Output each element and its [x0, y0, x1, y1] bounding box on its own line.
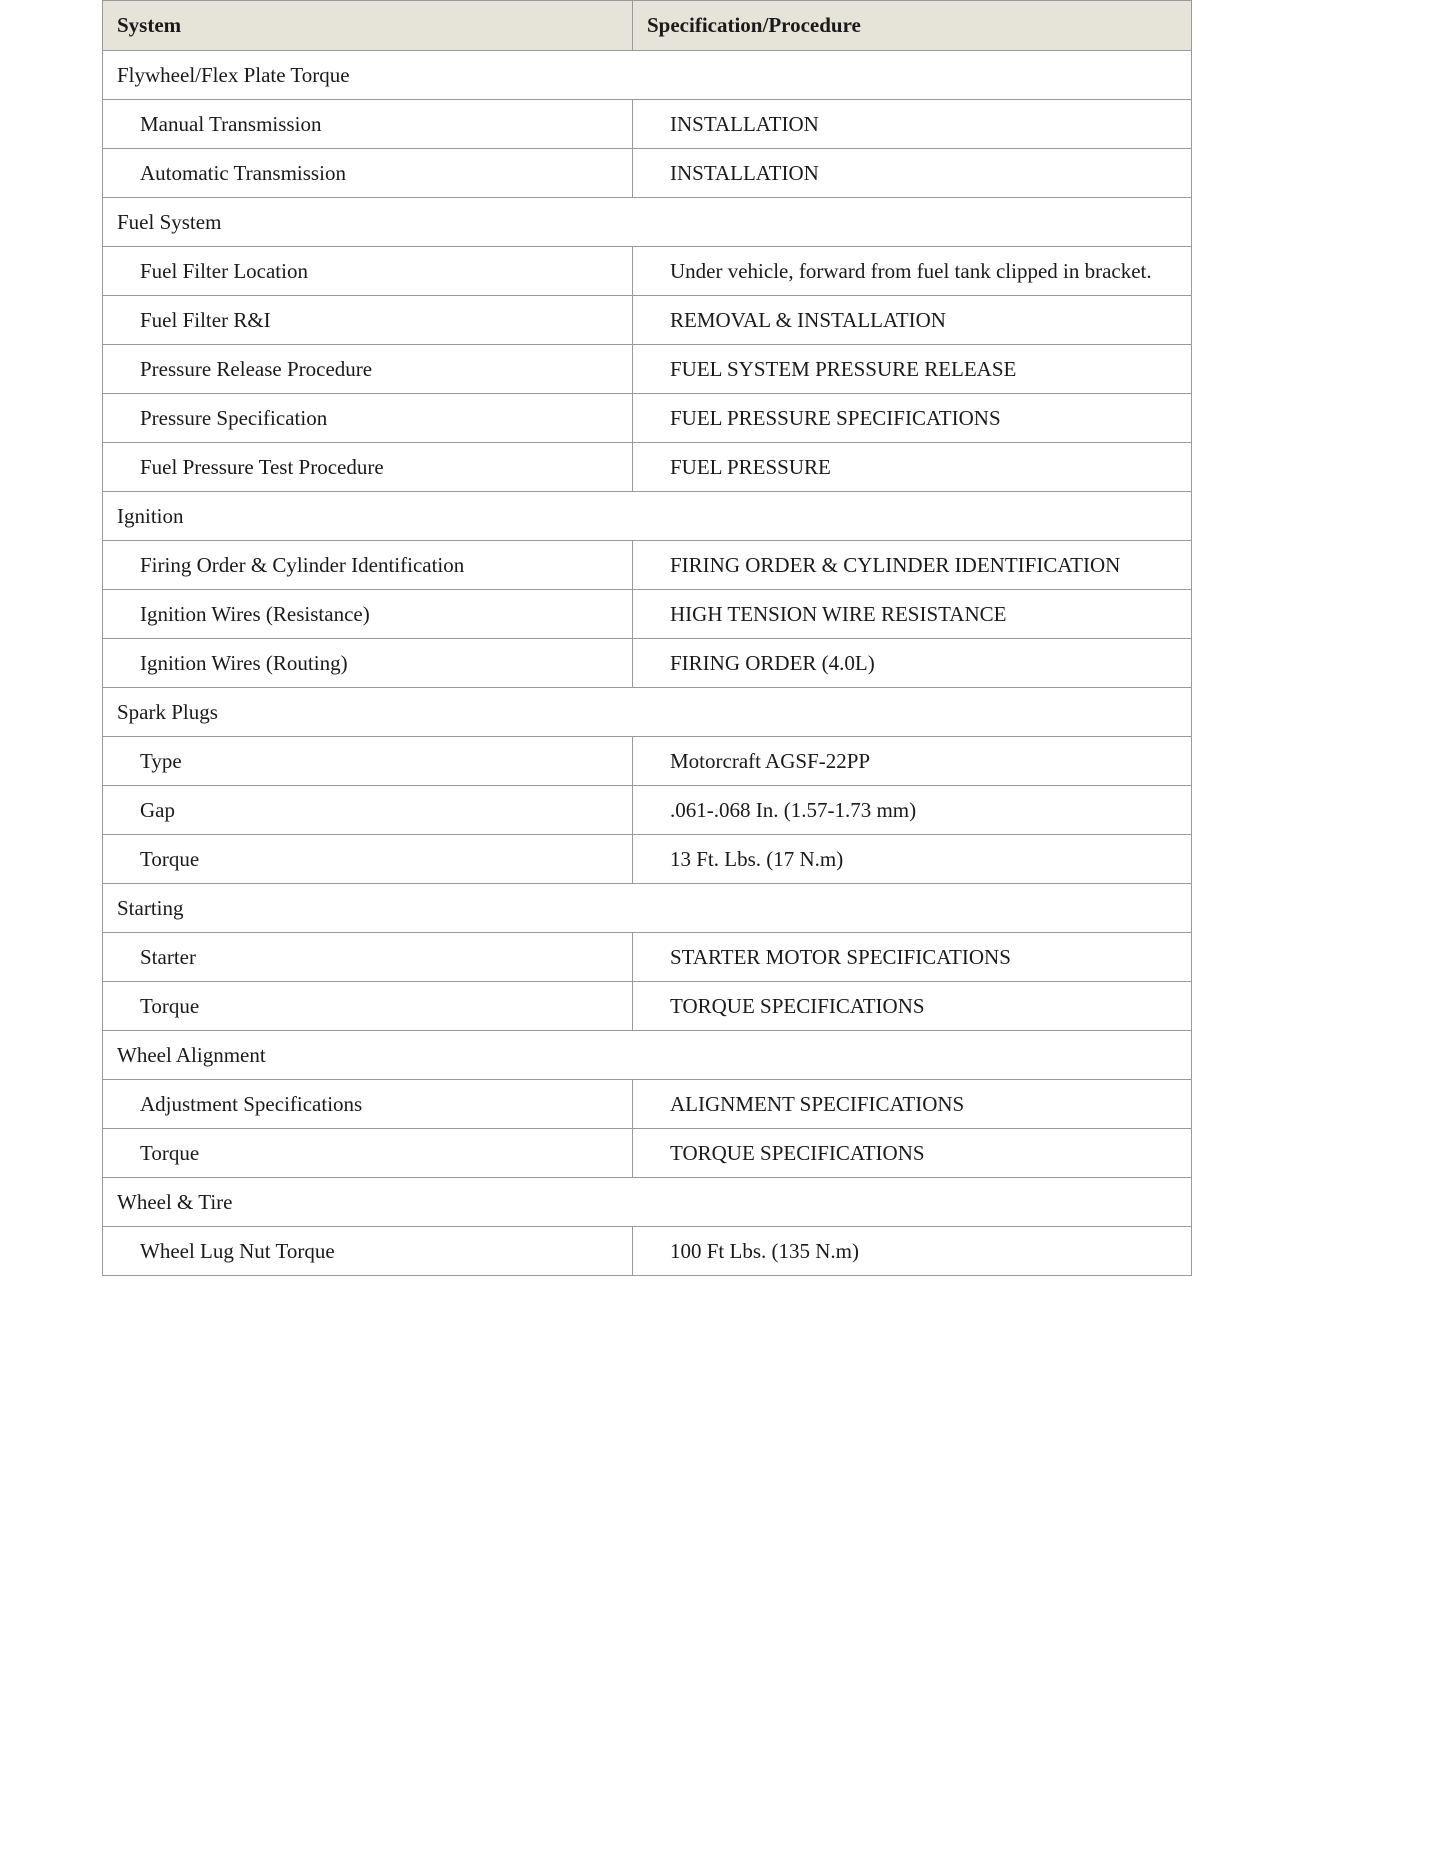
system-item: Pressure Specification	[103, 394, 633, 443]
table-row	[103, 737, 1192, 786]
section-title: Wheel & Tire	[103, 1178, 1192, 1227]
system-item: Pressure Release Procedure	[103, 345, 633, 394]
section-title: Spark Plugs	[103, 688, 1192, 737]
specification-value: FUEL SYSTEM PRESSURE RELEASE	[633, 345, 1192, 394]
specification-value: 100 Ft Lbs. (135 N.m)	[633, 1227, 1192, 1276]
specification-value: FIRING ORDER (4.0L)	[633, 639, 1192, 688]
table-row	[103, 1080, 1192, 1129]
section-row	[103, 884, 1192, 933]
specification-value: HIGH TENSION WIRE RESISTANCE	[633, 590, 1192, 639]
system-item: Automatic Transmission	[103, 149, 633, 198]
system-item: Type	[103, 737, 633, 786]
table-row	[103, 247, 1192, 296]
header-specification-procedure: Specification/Procedure	[633, 1, 1192, 51]
system-item: Fuel Filter Location	[103, 247, 633, 296]
table-row	[103, 100, 1192, 149]
system-item: Wheel Lug Nut Torque	[103, 1227, 633, 1276]
table-row	[103, 296, 1192, 345]
specification-value: .061-.068 In. (1.57-1.73 mm)	[633, 786, 1192, 835]
system-item: Ignition Wires (Resistance)	[103, 590, 633, 639]
table-row	[103, 590, 1192, 639]
section-title: Starting	[103, 884, 1192, 933]
specification-value: INSTALLATION	[633, 100, 1192, 149]
specification-value: Under vehicle, forward from fuel tank clipped in bracket.	[633, 247, 1192, 296]
table-row	[103, 1129, 1192, 1178]
header-system: System	[103, 1, 633, 51]
system-item: Firing Order & Cylinder Identification	[103, 541, 633, 590]
section-row	[103, 198, 1192, 247]
table-row	[103, 639, 1192, 688]
section-title: Ignition	[103, 492, 1192, 541]
table-row	[103, 394, 1192, 443]
section-row	[103, 51, 1192, 100]
specification-value: INSTALLATION	[633, 149, 1192, 198]
system-item: Adjustment Specifications	[103, 1080, 633, 1129]
system-item: Gap	[103, 786, 633, 835]
section-row	[103, 1178, 1192, 1227]
table-row	[103, 835, 1192, 884]
system-item: Ignition Wires (Routing)	[103, 639, 633, 688]
specification-value: 13 Ft. Lbs. (17 N.m)	[633, 835, 1192, 884]
section-title: Flywheel/Flex Plate Torque	[103, 51, 1192, 100]
system-item: Torque	[103, 835, 633, 884]
table-row	[103, 541, 1192, 590]
table-row	[103, 786, 1192, 835]
system-item: Torque	[103, 982, 633, 1031]
section-row	[103, 1031, 1192, 1080]
system-item: Starter	[103, 933, 633, 982]
specification-value: Motorcraft AGSF-22PP	[633, 737, 1192, 786]
specification-value: ALIGNMENT SPECIFICATIONS	[633, 1080, 1192, 1129]
header-row	[103, 1, 1192, 51]
table-row	[103, 149, 1192, 198]
table-row	[103, 345, 1192, 394]
system-item: Fuel Pressure Test Procedure	[103, 443, 633, 492]
section-row	[103, 492, 1192, 541]
specification-value: REMOVAL & INSTALLATION	[633, 296, 1192, 345]
specification-value: TORQUE SPECIFICATIONS	[633, 1129, 1192, 1178]
table-row	[103, 1227, 1192, 1276]
system-item: Manual Transmission	[103, 100, 633, 149]
specification-value: STARTER MOTOR SPECIFICATIONS	[633, 933, 1192, 982]
table-row	[103, 982, 1192, 1031]
system-item: Fuel Filter R&I	[103, 296, 633, 345]
system-item: Torque	[103, 1129, 633, 1178]
specification-value: FIRING ORDER & CYLINDER IDENTIFICATION	[633, 541, 1192, 590]
specification-value: FUEL PRESSURE SPECIFICATIONS	[633, 394, 1192, 443]
table-header	[103, 1, 1192, 51]
specification-value: TORQUE SPECIFICATIONS	[633, 982, 1192, 1031]
specification-table	[102, 0, 1192, 1276]
specification-value: FUEL PRESSURE	[633, 443, 1192, 492]
section-title: Wheel Alignment	[103, 1031, 1192, 1080]
table-row	[103, 933, 1192, 982]
table-row	[103, 443, 1192, 492]
section-title: Fuel System	[103, 198, 1192, 247]
table-body	[103, 51, 1192, 1276]
section-row	[103, 688, 1192, 737]
